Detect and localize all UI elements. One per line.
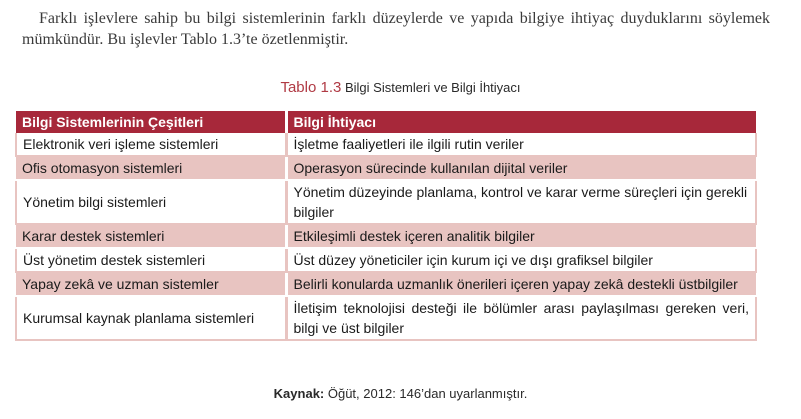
table-caption — [0, 80, 801, 96]
information-need-cell: Yönetim düzeyinde planlama, kontrol ve karar verme süreçleri için gerekli bilgiler — [286, 180, 756, 224]
table-caption-text: Bilgi Sistemleri ve Bilgi İhtiyacı — [344, 80, 521, 95]
system-type-cell: Elektronik veri işleme sistemleri — [16, 133, 286, 156]
table-header-row — [16, 111, 756, 133]
source-text: Öğüt, 2012: 146’dan uyarlanmıştır. — [324, 386, 528, 401]
source-note — [0, 386, 801, 401]
system-type-cell: Karar destek sistemleri — [16, 224, 286, 248]
system-type-cell: Ofis otomasyon sistemleri — [16, 156, 286, 180]
info-systems-table-container — [15, 111, 755, 341]
table-row — [16, 133, 756, 156]
header-information-need: Bilgi İhtiyacı — [286, 111, 756, 133]
information-need-cell: Belirli konularda uzmanlık önerileri içeren yapay zekâ destekli üstbilgiler — [286, 272, 756, 296]
system-type-cell: Üst yönetim destek sistemleri — [16, 248, 286, 272]
information-need-cell: İşletme faaliyetleri ile ilgili rutin veriler — [286, 133, 756, 156]
source-label: Kaynak: — [273, 386, 325, 401]
information-need-cell: Etkileşimli destek içeren analitik bilgiler — [286, 224, 756, 248]
information-need-cell: Operasyon sürecinde kullanılan dijital veriler — [286, 156, 756, 180]
table-caption-label: Tablo 1.3 — [280, 79, 342, 96]
system-type-cell: Yapay zekâ ve uzman sistemler — [16, 272, 286, 296]
information-need-cell: İletişim teknolojisi desteği ile bölümler arası paylaşılması gereken veri, bilgi ve üst bilgiler — [286, 296, 756, 340]
table-row — [16, 296, 756, 340]
system-type-cell: Yönetim bilgi sistemleri — [16, 180, 286, 224]
table-row — [16, 156, 756, 180]
header-system-types: Bilgi Sistemlerinin Çeşitleri — [16, 111, 286, 133]
table-row — [16, 272, 756, 296]
table-row — [16, 248, 756, 272]
table-row — [16, 180, 756, 224]
table-row — [16, 224, 756, 248]
system-type-cell: Kurumsal kaynak planlama sistemleri — [16, 296, 286, 340]
info-systems-table — [15, 111, 757, 341]
information-need-cell: Üst düzey yöneticiler için kurum içi ve dışı grafiksel bilgiler — [286, 248, 756, 272]
intro-paragraph: Farklı işlevlere sahip bu bilgi sistemlerinin farklı düzeylerde ve yapıda bilgiye ihtiyaç duyduklarını söylemek mümkündür. Bu işlevler Tablo 1.3’te özetlenmiştir. — [22, 10, 770, 48]
